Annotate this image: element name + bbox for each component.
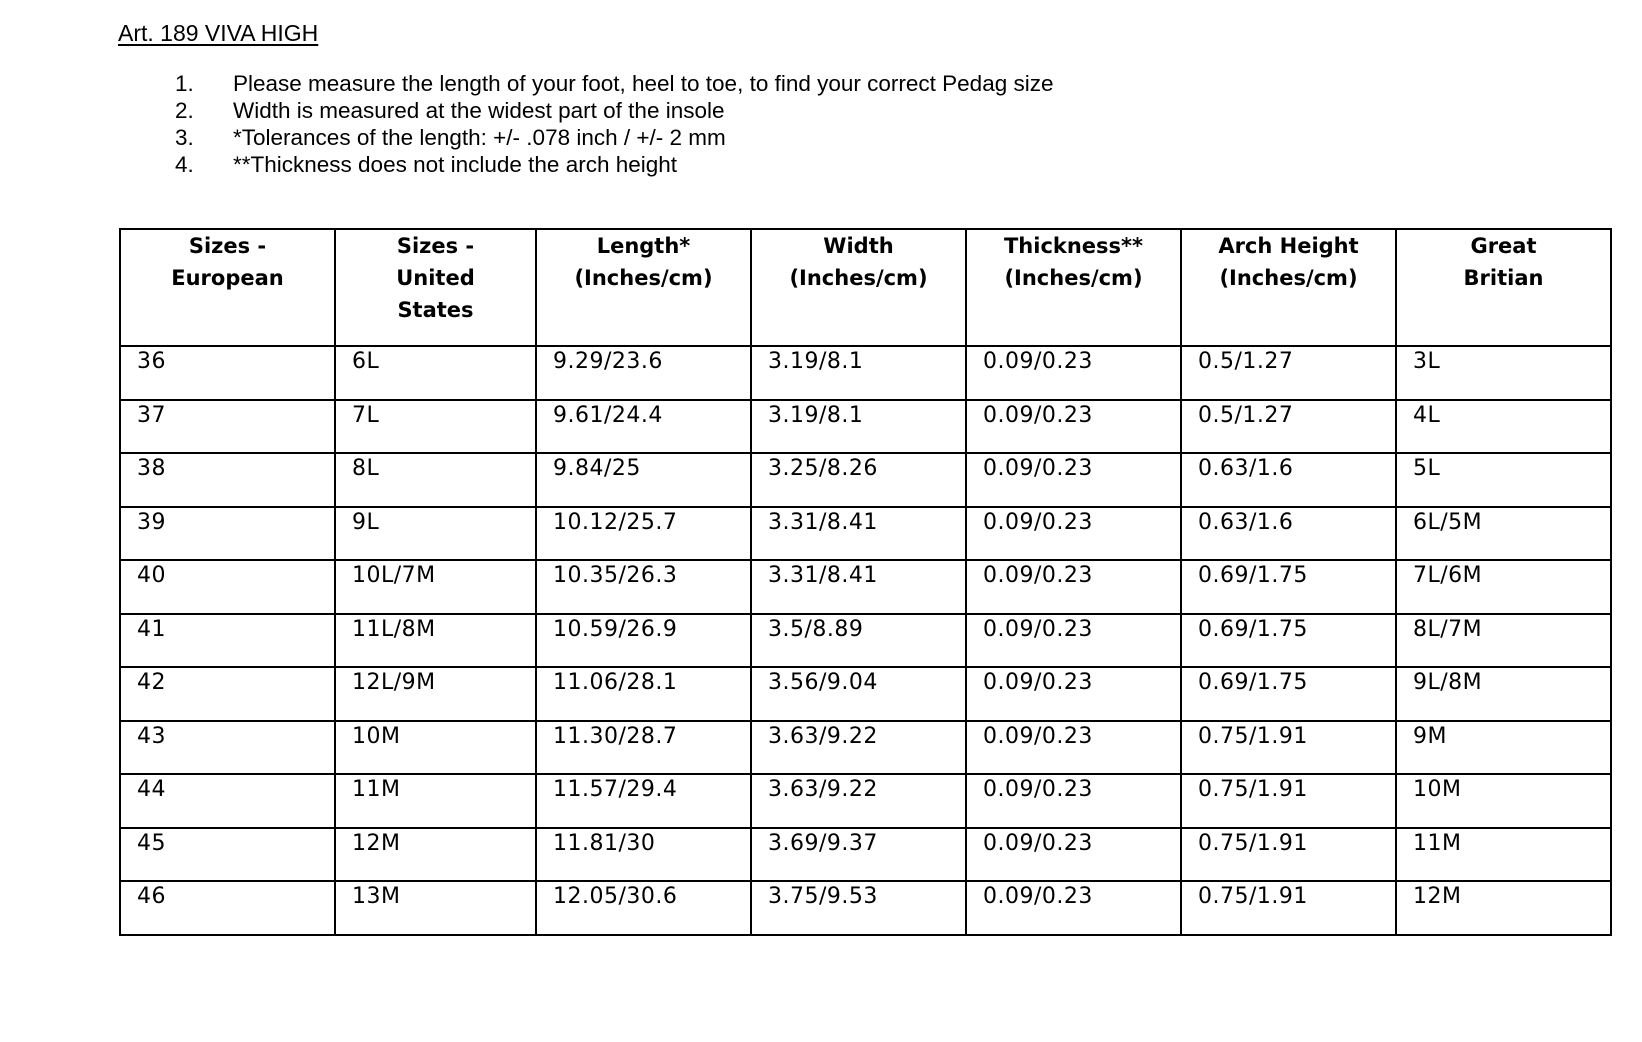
size-european-cell: 38 — [120, 453, 335, 507]
instruction-text: Width is measured at the widest part of the insole — [233, 98, 725, 123]
width-cell: 3.63/9.22 — [751, 774, 966, 828]
header-line: (Inches/cm) — [574, 266, 713, 290]
column-header-sizes-united-states — [335, 229, 536, 346]
header-line: (Inches/cm) — [1219, 266, 1358, 290]
header-line: Width — [823, 234, 894, 258]
size-european-cell: 46 — [120, 881, 335, 935]
size-gb-cell: 10M — [1396, 774, 1611, 828]
header-line: Length* — [596, 234, 691, 258]
arch-height-cell: 0.5/1.27 — [1181, 346, 1396, 400]
instruction-number: 2. — [175, 98, 194, 123]
size-gb-cell: 7L/6M — [1396, 560, 1611, 614]
length-cell: 11.06/28.1 — [536, 667, 751, 721]
arch-height-cell: 0.69/1.75 — [1181, 667, 1396, 721]
size-european-cell: 39 — [120, 507, 335, 561]
size-us-cell: 12M — [335, 828, 536, 882]
size-us-cell: 10M — [335, 721, 536, 775]
header-line: (Inches/cm) — [789, 266, 928, 290]
header-line: United — [396, 266, 475, 290]
width-cell: 3.5/8.89 — [751, 614, 966, 668]
size-gb-cell: 5L — [1396, 453, 1611, 507]
header-line: Arch Height — [1218, 234, 1359, 258]
instruction-number: 3. — [175, 125, 194, 150]
table-row — [120, 721, 1611, 775]
size-european-cell: 41 — [120, 614, 335, 668]
size-european-cell: 36 — [120, 346, 335, 400]
column-header-length — [536, 229, 751, 346]
thickness-cell: 0.09/0.23 — [966, 507, 1181, 561]
size-gb-cell: 4L — [1396, 400, 1611, 454]
instruction-item — [175, 70, 1053, 97]
column-header-width — [751, 229, 966, 346]
thickness-cell: 0.09/0.23 — [966, 828, 1181, 882]
size-gb-cell: 9L/8M — [1396, 667, 1611, 721]
instruction-item — [175, 97, 1053, 124]
instructions-list — [175, 70, 1053, 178]
table-row — [120, 346, 1611, 400]
header-line: Thickness** — [1003, 234, 1144, 258]
size-gb-cell: 3L — [1396, 346, 1611, 400]
instruction-item — [175, 151, 1053, 178]
arch-height-cell: 0.75/1.91 — [1181, 881, 1396, 935]
size-european-cell: 44 — [120, 774, 335, 828]
column-header-sizes-european — [120, 229, 335, 346]
thickness-cell: 0.09/0.23 — [966, 400, 1181, 454]
header-line: Sizes - — [396, 234, 475, 258]
width-cell: 3.31/8.41 — [751, 507, 966, 561]
length-cell: 11.30/28.7 — [536, 721, 751, 775]
table-row — [120, 614, 1611, 668]
size-gb-cell: 9M — [1396, 721, 1611, 775]
length-cell: 10.59/26.9 — [536, 614, 751, 668]
header-line: Britian — [1463, 266, 1544, 290]
length-cell: 10.12/25.7 — [536, 507, 751, 561]
table-row — [120, 560, 1611, 614]
instruction-text: **Thickness does not include the arch height — [233, 152, 678, 177]
table-row — [120, 881, 1611, 935]
instruction-number: 1. — [175, 71, 194, 96]
thickness-cell: 0.09/0.23 — [966, 881, 1181, 935]
size-us-cell: 11L/8M — [335, 614, 536, 668]
length-cell: 11.81/30 — [536, 828, 751, 882]
size-us-cell: 13M — [335, 881, 536, 935]
instruction-item — [175, 124, 1053, 151]
size-us-cell: 10L/7M — [335, 560, 536, 614]
size-gb-cell: 12M — [1396, 881, 1611, 935]
arch-height-cell: 0.63/1.6 — [1181, 453, 1396, 507]
size-us-cell: 12L/9M — [335, 667, 536, 721]
header-row — [120, 229, 1611, 346]
size-european-cell: 45 — [120, 828, 335, 882]
header-line: Great — [1470, 234, 1537, 258]
width-cell: 3.56/9.04 — [751, 667, 966, 721]
width-cell: 3.63/9.22 — [751, 721, 966, 775]
arch-height-cell: 0.69/1.75 — [1181, 560, 1396, 614]
length-cell: 9.84/25 — [536, 453, 751, 507]
size-chart-table — [119, 228, 1612, 936]
size-european-cell: 40 — [120, 560, 335, 614]
thickness-cell: 0.09/0.23 — [966, 774, 1181, 828]
header-line: European — [171, 266, 284, 290]
size-us-cell: 7L — [335, 400, 536, 454]
thickness-cell: 0.09/0.23 — [966, 560, 1181, 614]
size-us-cell: 11M — [335, 774, 536, 828]
arch-height-cell: 0.69/1.75 — [1181, 614, 1396, 668]
length-cell: 9.61/24.4 — [536, 400, 751, 454]
header-line: (Inches/cm) — [1004, 266, 1143, 290]
thickness-cell: 0.09/0.23 — [966, 614, 1181, 668]
size-gb-cell: 8L/7M — [1396, 614, 1611, 668]
arch-height-cell: 0.75/1.91 — [1181, 721, 1396, 775]
document-title: Art. 189 VIVA HIGH — [118, 20, 319, 46]
thickness-cell: 0.09/0.23 — [966, 346, 1181, 400]
column-header-great-britian — [1396, 229, 1611, 346]
instruction-text: *Tolerances of the length: +/- .078 inch / +/- 2 mm — [233, 125, 726, 150]
size-chart-body — [120, 346, 1611, 935]
width-cell: 3.31/8.41 — [751, 560, 966, 614]
size-european-cell: 43 — [120, 721, 335, 775]
length-cell: 10.35/26.3 — [536, 560, 751, 614]
size-european-cell: 42 — [120, 667, 335, 721]
column-header-thickness — [966, 229, 1181, 346]
thickness-cell: 0.09/0.23 — [966, 721, 1181, 775]
thickness-cell: 0.09/0.23 — [966, 667, 1181, 721]
table-row — [120, 667, 1611, 721]
width-cell: 3.19/8.1 — [751, 346, 966, 400]
length-cell: 12.05/30.6 — [536, 881, 751, 935]
instruction-number: 4. — [175, 152, 194, 177]
arch-height-cell: 0.75/1.91 — [1181, 774, 1396, 828]
width-cell: 3.25/8.26 — [751, 453, 966, 507]
instruction-text: Please measure the length of your foot, heel to toe, to find your correct Pedag size — [233, 71, 1054, 96]
width-cell: 3.19/8.1 — [751, 400, 966, 454]
size-us-cell: 8L — [335, 453, 536, 507]
thickness-cell: 0.09/0.23 — [966, 453, 1181, 507]
column-header-arch-height — [1181, 229, 1396, 346]
size-gb-cell: 11M — [1396, 828, 1611, 882]
table-row — [120, 400, 1611, 454]
length-cell: 9.29/23.6 — [536, 346, 751, 400]
arch-height-cell: 0.5/1.27 — [1181, 400, 1396, 454]
size-european-cell: 37 — [120, 400, 335, 454]
header-line: States — [397, 298, 474, 322]
size-gb-cell: 6L/5M — [1396, 507, 1611, 561]
width-cell: 3.75/9.53 — [751, 881, 966, 935]
arch-height-cell: 0.75/1.91 — [1181, 828, 1396, 882]
length-cell: 11.57/29.4 — [536, 774, 751, 828]
size-us-cell: 9L — [335, 507, 536, 561]
table-row — [120, 774, 1611, 828]
table-row — [120, 507, 1611, 561]
arch-height-cell: 0.63/1.6 — [1181, 507, 1396, 561]
width-cell: 3.69/9.37 — [751, 828, 966, 882]
table-row — [120, 453, 1611, 507]
header-line: Sizes - — [188, 234, 267, 258]
size-us-cell: 6L — [335, 346, 536, 400]
table-row — [120, 828, 1611, 882]
